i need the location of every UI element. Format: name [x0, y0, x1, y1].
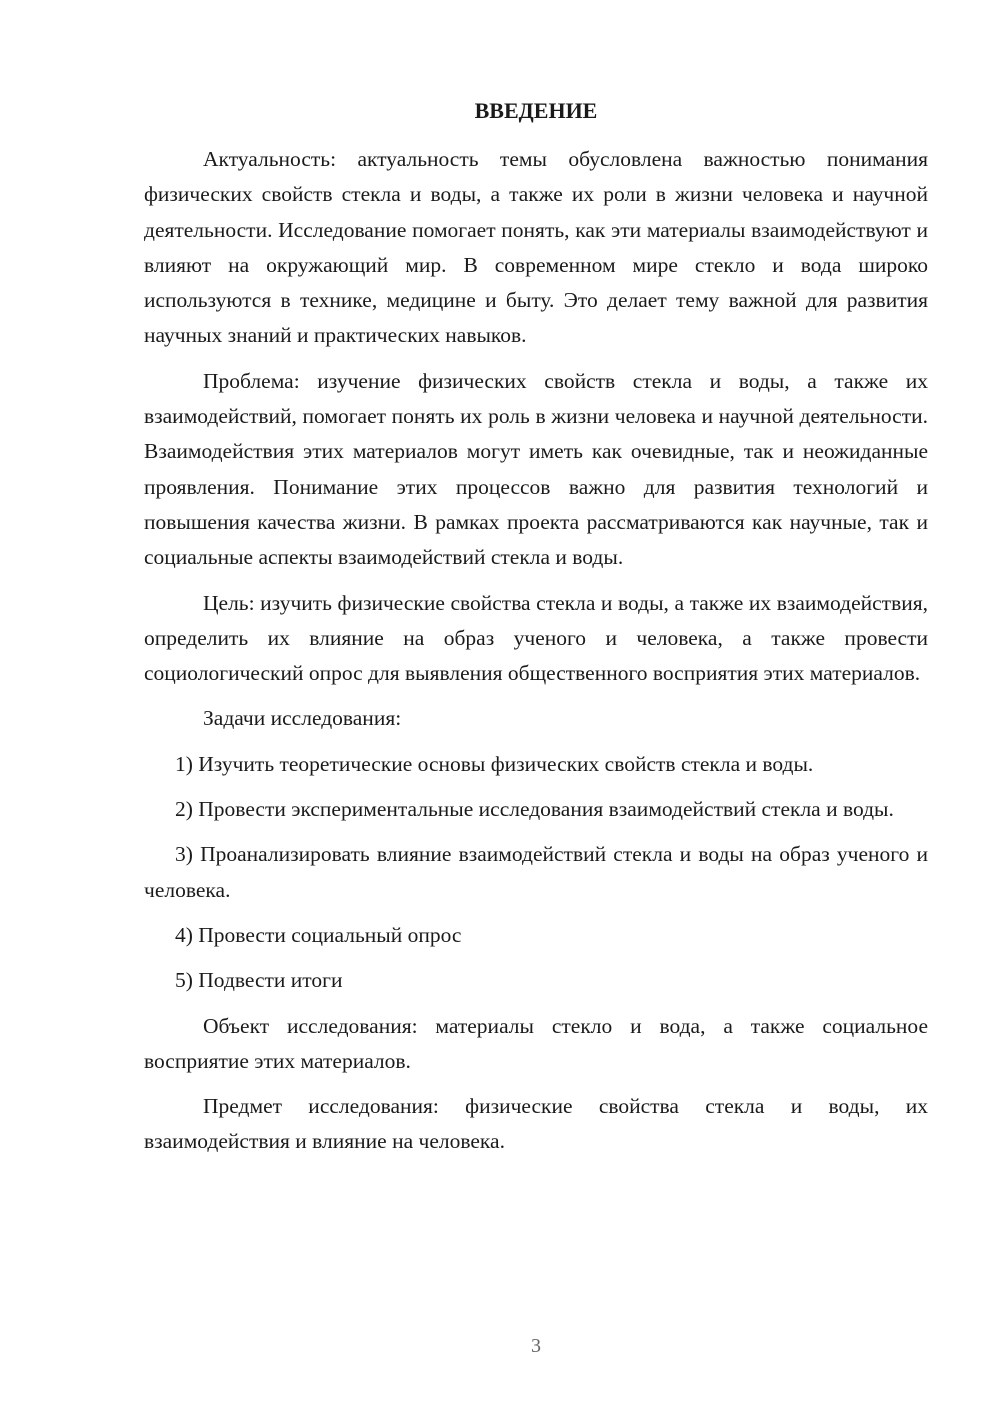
task-item: 1) Изучить теоретические основы физических свойств стекла и воды. — [175, 751, 814, 776]
section-heading: ВВЕДЕНИЕ — [474, 98, 598, 123]
paragraph-problem: Проблема: изучение физических свойств стекла и воды, а также их взаимодействий, помогает понять их роль в жизни человека и научной деятельности. Взаимодействия этих материалов могут иметь как очевидные, так и неожиданные проявления. Понимание этих процессов важно для развития технологий и повышения качества жизни. В рамках проекта рассматриваются как научные, так и социальные аспекты взаимодействий стекла и воды. — [144, 368, 928, 570]
paragraph-object: Объект исследования: материалы стекло и вода, а также социальное восприятие этих материалов. — [144, 1013, 928, 1073]
paragraph-relevance: Актуальность: актуальность темы обусловлена важностью понимания физических свойств стекла и воды, а также их роли в жизни человека и научной деятельности. Исследование помогает понять, как эти материалы взаимодействуют и влияют на окружающий мир. В современном мире стекло и вода широко используются в технике, медицине и быту. Это делает тему важной для развития научных знаний и практических навыков. — [144, 147, 928, 348]
task-item: 5) Подвести итоги — [175, 968, 343, 993]
body-text — [144, 142, 928, 1170]
paragraph-subject: Предмет исследования: физические свойства стекла и воды, их взаимодействия и влияние на человека. — [144, 1094, 928, 1154]
paragraph-tasks-intro: Задачи исследования: — [203, 706, 402, 731]
task-item: 2) Провести экспериментальные исследования взаимодействий стекла и воды. — [175, 797, 894, 822]
task-item: 4) Провести социальный опрос — [175, 922, 462, 947]
task-item: 3) Проанализировать влияние взаимодействий стекла и воды на образ ученого и человека. — [144, 842, 928, 902]
document-page — [144, 0, 928, 1414]
paragraph-goal: Цель: изучить физические свойства стекла и воды, а также их взаимодействия, определить их влияние на образ ученого и человека, а также провести социологический опрос для выявления общественного восприятия этих материалов. — [144, 590, 928, 686]
page-number: 3 — [531, 1335, 541, 1357]
